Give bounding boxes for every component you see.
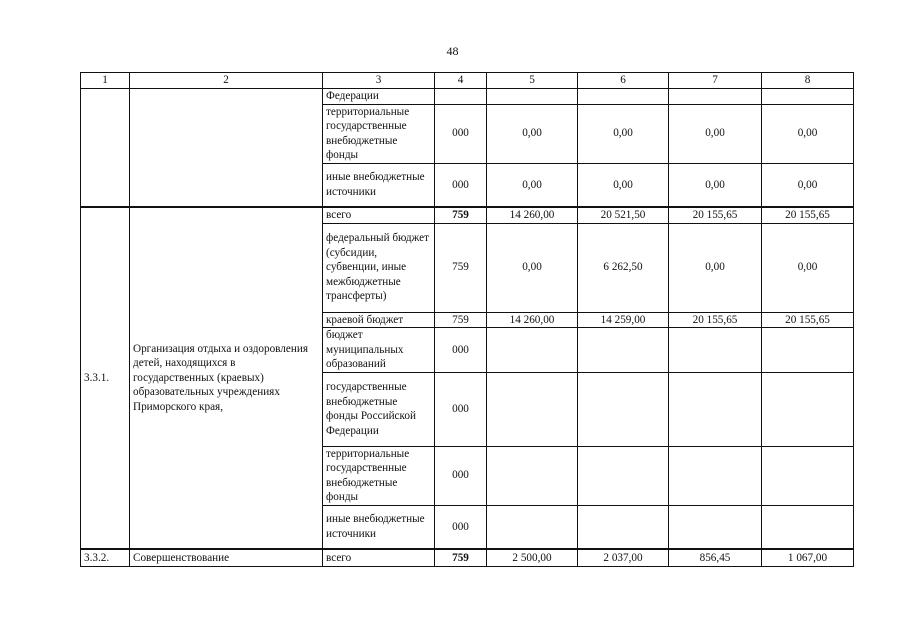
- item-name-cell: Совершенствование: [130, 549, 323, 566]
- item-name-cell: [130, 89, 323, 208]
- code-cell: 759: [435, 223, 487, 312]
- value-cell: 20 155,65: [669, 312, 762, 328]
- table-row: [81, 89, 854, 105]
- header-cell: 7: [669, 73, 762, 89]
- code-cell: 000: [435, 505, 487, 549]
- value-cell: 0,00: [762, 104, 854, 163]
- code-cell: 759: [435, 207, 487, 223]
- code-cell: [435, 89, 487, 105]
- value-cell: [762, 446, 854, 505]
- value-cell: [578, 328, 669, 373]
- source-cell: территориальные государственные внебюджетные фонды: [323, 104, 435, 163]
- source-cell: всего: [323, 549, 435, 566]
- item-name-cell: Организация отдыха и оздоровления детей, находящихся в государственных (краевых) образовательных учреждениях Приморского края,: [130, 207, 323, 549]
- value-cell: 0,00: [669, 163, 762, 207]
- code-cell: 000: [435, 372, 487, 446]
- value-cell: 0,00: [487, 223, 578, 312]
- value-cell: 14 260,00: [487, 312, 578, 328]
- value-cell: [669, 89, 762, 105]
- value-cell: 6 262,50: [578, 223, 669, 312]
- source-cell: федеральный бюджет (субсидии, субвенции, иные межбюджетные трансферты): [323, 223, 435, 312]
- value-cell: [669, 372, 762, 446]
- value-cell: [487, 446, 578, 505]
- value-cell: 0,00: [762, 163, 854, 207]
- value-cell: 20 155,65: [669, 207, 762, 223]
- value-cell: [762, 505, 854, 549]
- value-cell: [762, 89, 854, 105]
- item-number-cell: 3.3.1.: [81, 207, 130, 549]
- value-cell: [487, 89, 578, 105]
- value-cell: 14 259,00: [578, 312, 669, 328]
- value-cell: [487, 372, 578, 446]
- item-number-cell: 3.3.2.: [81, 549, 130, 566]
- code-cell: 000: [435, 328, 487, 373]
- item-number-cell: [81, 89, 130, 208]
- value-cell: 14 260,00: [487, 207, 578, 223]
- value-cell: [578, 372, 669, 446]
- value-cell: 2 037,00: [578, 549, 669, 566]
- value-cell: 20 521,50: [578, 207, 669, 223]
- value-cell: [669, 505, 762, 549]
- budget-table: [80, 72, 854, 567]
- value-cell: 1 067,00: [762, 549, 854, 566]
- value-cell: [669, 328, 762, 373]
- header-cell: 6: [578, 73, 669, 89]
- code-cell: 000: [435, 446, 487, 505]
- value-cell: 0,00: [762, 223, 854, 312]
- value-cell: [762, 328, 854, 373]
- value-cell: 0,00: [578, 104, 669, 163]
- value-cell: 856,45: [669, 549, 762, 566]
- value-cell: [669, 446, 762, 505]
- value-cell: [487, 505, 578, 549]
- source-cell: иные внебюджетные источники: [323, 163, 435, 207]
- header-cell: 3: [323, 73, 435, 89]
- value-cell: [762, 372, 854, 446]
- table-row: [81, 207, 854, 223]
- value-cell: 0,00: [669, 223, 762, 312]
- source-cell: бюджет муниципальных образований: [323, 328, 435, 373]
- header-cell: 4: [435, 73, 487, 89]
- value-cell: [578, 446, 669, 505]
- value-cell: [487, 328, 578, 373]
- value-cell: 0,00: [578, 163, 669, 207]
- code-cell: 759: [435, 312, 487, 328]
- value-cell: 0,00: [669, 104, 762, 163]
- value-cell: 2 500,00: [487, 549, 578, 566]
- source-cell: иные внебюджетные источники: [323, 505, 435, 549]
- code-cell: 000: [435, 104, 487, 163]
- value-cell: 0,00: [487, 104, 578, 163]
- header-cell: 5: [487, 73, 578, 89]
- header-cell: 2: [130, 73, 323, 89]
- table-header-row: [81, 73, 854, 89]
- code-cell: 759: [435, 549, 487, 566]
- source-cell: Федерации: [323, 89, 435, 105]
- source-cell: всего: [323, 207, 435, 223]
- value-cell: 20 155,65: [762, 312, 854, 328]
- source-cell: краевой бюджет: [323, 312, 435, 328]
- value-cell: 0,00: [487, 163, 578, 207]
- source-cell: территориальные государственные внебюджетные фонды: [323, 446, 435, 505]
- page-number: 48: [446, 44, 459, 58]
- header-cell: 1: [81, 73, 130, 89]
- table-row: [81, 549, 854, 566]
- header-cell: 8: [762, 73, 854, 89]
- value-cell: 20 155,65: [762, 207, 854, 223]
- source-cell: государственные внебюджетные фонды Российской Федерации: [323, 372, 435, 446]
- value-cell: [578, 505, 669, 549]
- code-cell: 000: [435, 163, 487, 207]
- value-cell: [578, 89, 669, 105]
